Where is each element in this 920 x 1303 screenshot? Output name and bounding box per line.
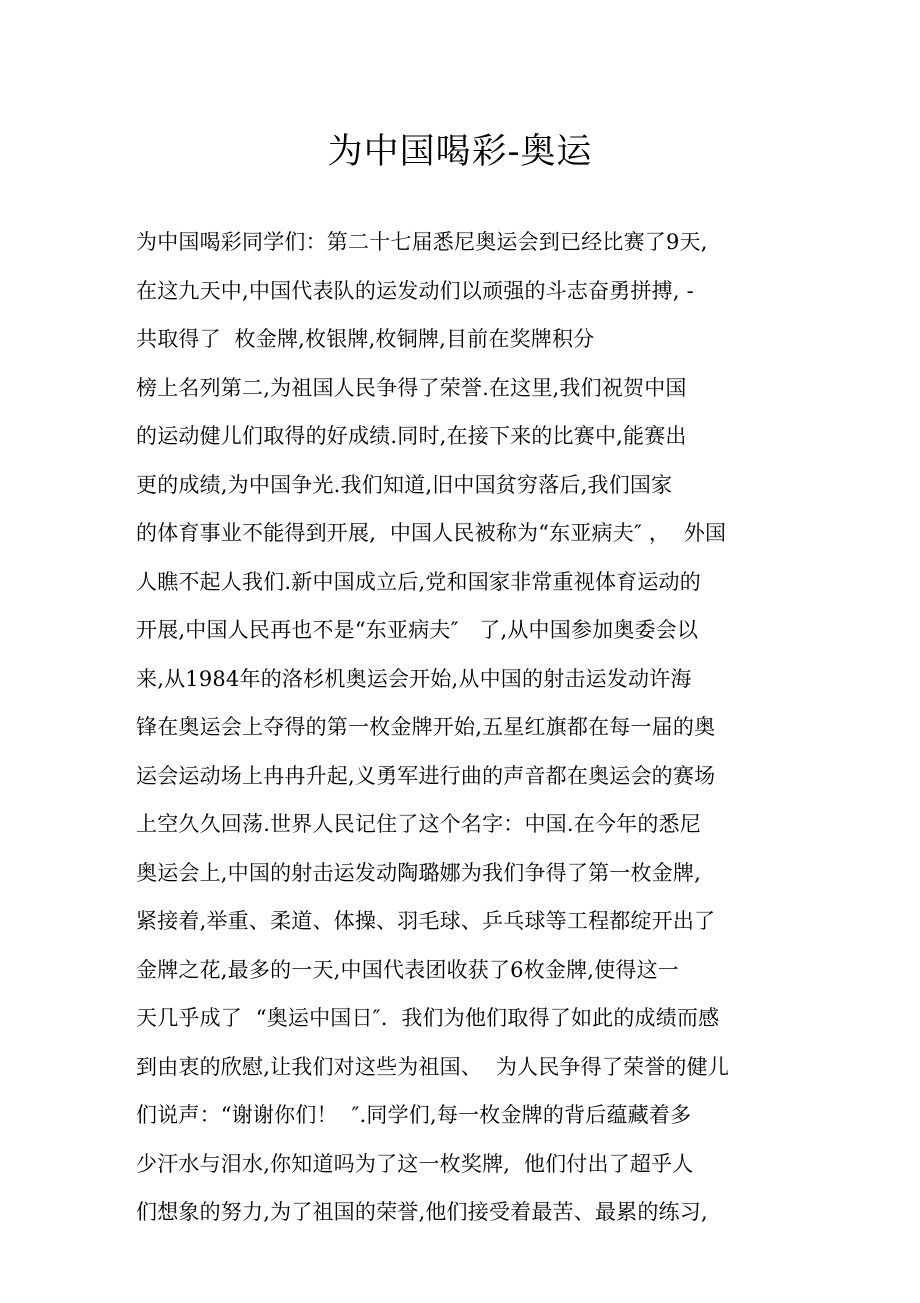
text-line: 在这九天中,中国代表队的运发动们以顽强的斗志奋勇拼搏, - xyxy=(136,278,694,303)
text-line: 金牌之花,最多的一天,中国代表团收获了6枚金牌,使得这一 xyxy=(136,957,679,982)
text-line: 更的成绩,为中国争光.我们知道,旧中国贫穷落后,我们国家 xyxy=(136,472,673,497)
text-line: 开展,中国人民再也不是“东亚病夫″ 了,从中国参加奥委会以 xyxy=(136,618,699,642)
text-line: 上空久久回荡.世界人民记住了这个名字：中国.在今年的悉尼 xyxy=(136,812,701,836)
text-line: 的运动健儿们取得的好成绩.同时,在接下来的比赛中,能赛出 xyxy=(136,424,687,448)
text-line: 为中国喝彩同学们：第二十七届悉尼奥运会到已经比赛了9天, xyxy=(136,230,708,254)
page-title: 为中国喝彩-奥运 xyxy=(327,132,593,172)
text-line: 来,从1984年的洛杉机奥运会开始,从中国的射击运发动许海 xyxy=(136,666,692,691)
text-line: 天几乎成了 “奥运中国日″. 我们为他们取得了如此的成绩而感 xyxy=(136,1006,720,1030)
text-line: 人瞧不起人我们.新中国成立后,党和国家非常重视体育运动的 xyxy=(136,569,701,594)
document-body xyxy=(136,222,896,1241)
text-line: 锋在奥运会上夺得的第一枚金牌开始,五星红旗都在每一届的奥 xyxy=(136,715,716,739)
text-line: 紧接着,举重、柔道、体操、羽毛球、乒乓球等工程都绽开出了 xyxy=(136,909,716,933)
text-line: 少汗水与泪水,你知道吗为了这一枚奖牌, 他们付出了超乎人 xyxy=(136,1151,694,1176)
text-line: 到由衷的欣慰,让我们对这些为祖国、 为人民争得了荣誉的健儿 xyxy=(136,1054,730,1079)
text-line: 的体育事业不能得到开展, 中国人民被称为“东亚病夫″ ， 外国 xyxy=(136,521,727,545)
text-line: 榜上名列第二,为祖国人民争得了荣誉.在这里,我们祝贺中国 xyxy=(136,375,687,400)
text-line: 们说声：“谢谢你们！ ″.同学们,每一枚金牌的背后蕴藏着多 xyxy=(136,1103,692,1127)
text-line: 们想象的努力,为了祖国的荣誉,他们接受着最苦、最累的练习, xyxy=(136,1200,708,1224)
text-line: 共取得了 枚金牌,枚银牌,枚铜牌,目前在奖牌积分 xyxy=(136,327,595,351)
text-line: 奥运会上,中国的射击运发动陶璐娜为我们争得了第一枚金牌, xyxy=(136,860,701,885)
text-line: 运会运动场上冉冉升起,义勇军进行曲的声音都在奥运会的赛场 xyxy=(136,763,716,788)
